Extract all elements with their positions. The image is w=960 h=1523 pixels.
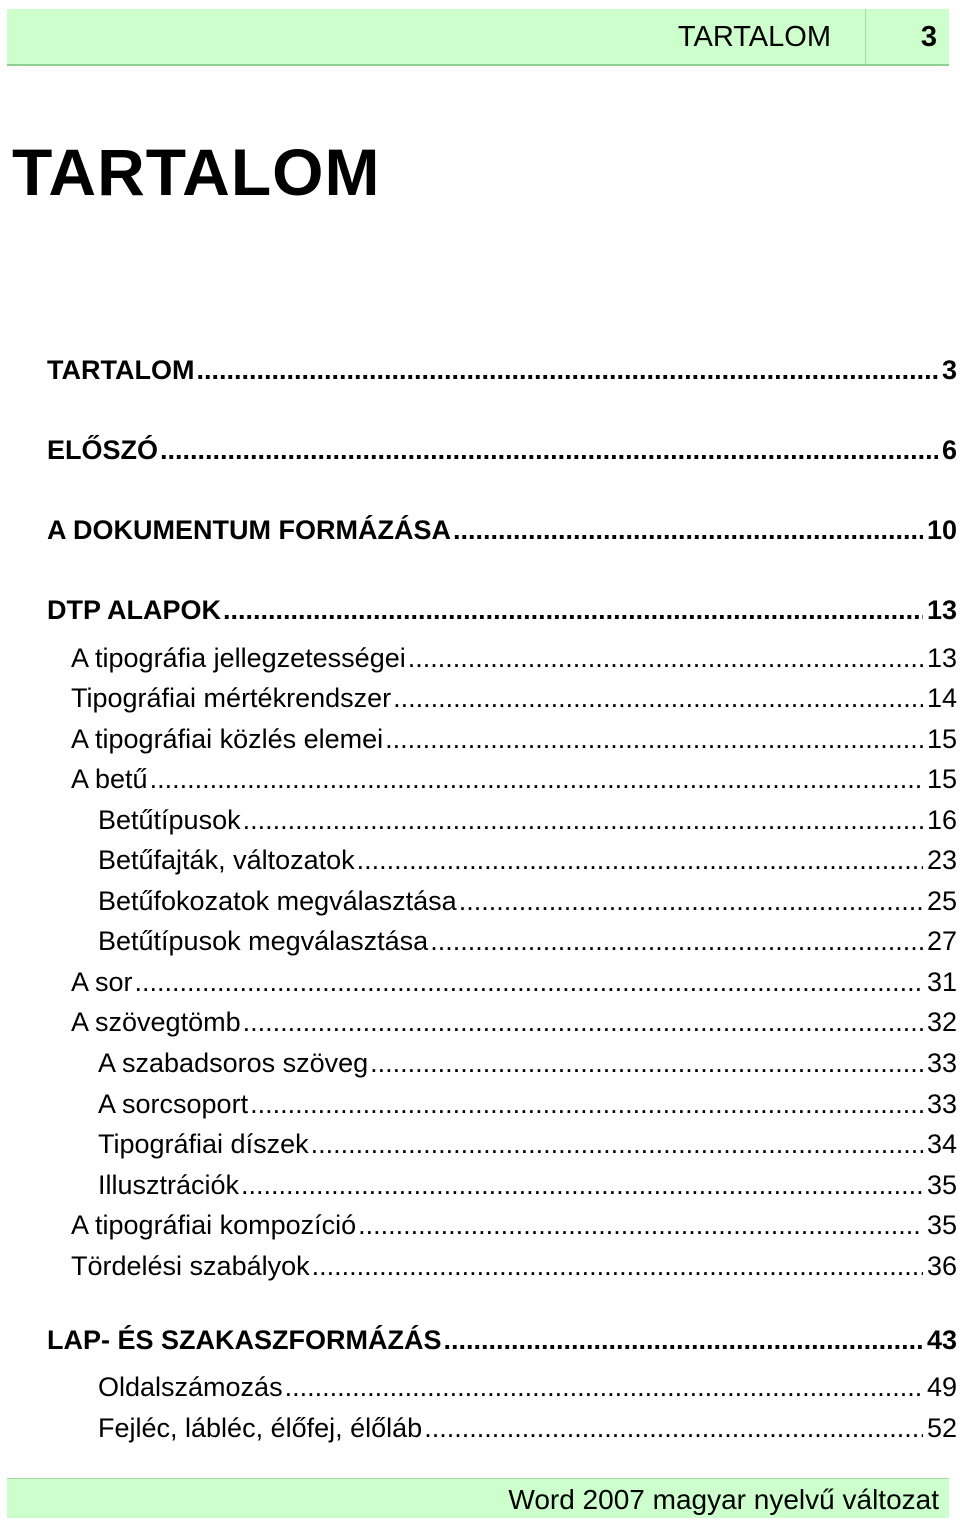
toc-dot-leader [250, 1085, 923, 1123]
toc-dot-leader [196, 350, 938, 390]
toc-entry[interactable] [47, 1320, 957, 1360]
toc-entry-page: 43 [926, 1325, 957, 1355]
toc-entry-page: 34 [926, 1129, 957, 1159]
toc-entry-title: Betűfajták, változatok [98, 845, 355, 875]
running-footer [7, 1478, 949, 1518]
toc-entry[interactable] [98, 882, 957, 920]
toc-dot-leader [160, 430, 938, 470]
toc-entry-title: A sorcsoport [98, 1089, 249, 1119]
toc-entry-title: Tördelési szabályok [71, 1251, 310, 1281]
toc-entry-title: A betű [71, 764, 148, 794]
toc-entry[interactable] [71, 639, 957, 677]
toc-entry[interactable] [47, 430, 957, 470]
toc-entry-page: 14 [926, 683, 957, 713]
toc-entry-page: 35 [926, 1210, 957, 1240]
toc-dot-leader [453, 510, 923, 550]
toc-entry-title: Oldalszámozás [98, 1372, 283, 1402]
toc-dot-leader [424, 1409, 923, 1447]
toc-entry-page: 36 [926, 1251, 957, 1281]
running-header [7, 9, 949, 66]
toc-entry[interactable] [71, 1247, 957, 1285]
toc-entry[interactable] [71, 679, 957, 717]
toc-entry[interactable] [98, 922, 957, 960]
toc-entry-title: TARTALOM [47, 355, 195, 385]
toc-entry-page: 32 [926, 1007, 957, 1037]
toc-entry[interactable] [71, 760, 957, 798]
toc-entry[interactable] [98, 801, 957, 839]
toc-entry-title: Betűfokozatok megválasztása [98, 886, 457, 916]
toc-entry[interactable] [98, 1125, 957, 1163]
toc-dot-leader [408, 639, 923, 677]
toc-entry[interactable] [71, 963, 957, 1001]
toc-entry-title: Tipográfiai mértékrendszer [71, 683, 392, 713]
toc-entry-page: 23 [926, 845, 957, 875]
toc-dot-leader [285, 1368, 923, 1406]
toc-entry[interactable] [98, 1368, 957, 1406]
toc-dot-leader [150, 760, 923, 798]
toc-dot-leader [311, 1125, 923, 1163]
toc-dot-leader [370, 1044, 923, 1082]
toc-entry-page: 27 [926, 926, 957, 956]
header-page-number: 3 [920, 21, 937, 53]
toc-entry[interactable] [71, 1003, 957, 1041]
toc-dot-leader [358, 1206, 923, 1244]
toc-entry-page: 31 [926, 967, 957, 997]
header-divider [865, 9, 866, 64]
toc-entry-page: 35 [926, 1170, 957, 1200]
toc-entry[interactable] [71, 720, 957, 758]
toc-entry[interactable] [98, 1166, 957, 1204]
footer-text: Word 2007 magyar nyelvű változat [508, 1484, 939, 1515]
toc-dot-leader [243, 801, 923, 839]
toc-entry-page: 13 [926, 595, 957, 625]
toc-entry-title: A tipográfiai kompozíció [71, 1210, 357, 1240]
toc-dot-leader [385, 720, 923, 758]
toc-entry[interactable] [98, 841, 957, 879]
toc-entry-page: 25 [926, 886, 957, 916]
toc-entry[interactable] [71, 1206, 957, 1244]
page-title: TARTALOM [12, 135, 381, 209]
toc-entry[interactable] [47, 590, 957, 630]
toc-entry-title: A DOKUMENTUM FORMÁZÁSA [47, 515, 451, 545]
toc-entry-title: DTP ALAPOK [47, 595, 222, 625]
toc-entry[interactable] [98, 1085, 957, 1123]
toc-dot-leader [459, 882, 923, 920]
toc-dot-leader [444, 1320, 923, 1360]
toc-entry-title: A sor [71, 967, 133, 997]
toc-entry-title: ELŐSZÓ [47, 435, 159, 465]
toc-entry-title: Tipográfiai díszek [98, 1129, 309, 1159]
toc-entry-title: Betűtípusok megválasztása [98, 926, 429, 956]
toc-entry-page: 16 [926, 805, 957, 835]
toc-entry-page: 33 [926, 1048, 957, 1078]
toc-dot-leader [243, 1003, 923, 1041]
toc-dot-leader [135, 963, 923, 1001]
toc-dot-leader [312, 1247, 923, 1285]
toc-entry[interactable] [98, 1044, 957, 1082]
toc-entry[interactable] [47, 510, 957, 550]
toc-entry-page: 6 [941, 435, 957, 465]
header-title: TARTALOM [677, 21, 831, 53]
toc-entry[interactable] [47, 350, 957, 390]
toc-entry-title: A tipográfiai közlés elemei [71, 724, 384, 754]
toc-entry-title: A szabadsoros szöveg [98, 1048, 369, 1078]
toc-entry-page: 10 [926, 515, 957, 545]
toc-dot-leader [223, 590, 923, 630]
toc-entry-page: 13 [926, 643, 957, 673]
toc-entry-page: 52 [926, 1413, 957, 1443]
toc-entry-page: 15 [926, 724, 957, 754]
toc-dot-leader [393, 679, 923, 717]
toc-entry-title: Illusztrációk [98, 1170, 240, 1200]
toc-entry-page: 49 [926, 1372, 957, 1402]
toc-entry-title: Betűtípusok [98, 805, 241, 835]
toc-dot-leader [357, 841, 923, 879]
toc-entry-title: A tipográfia jellegzetességei [71, 643, 406, 673]
toc-entry-title: Fejléc, lábléc, élőfej, élőláb [98, 1413, 423, 1443]
toc-dot-leader [241, 1166, 923, 1204]
toc-entry-page: 33 [926, 1089, 957, 1119]
toc-entry-title: A szövegtömb [71, 1007, 241, 1037]
toc-entry-page: 15 [926, 764, 957, 794]
toc-dot-leader [430, 922, 923, 960]
toc-entry-page: 3 [941, 355, 957, 385]
toc-entry-title: LAP- ÉS SZAKASZFORMÁZÁS [47, 1325, 442, 1355]
toc-entry[interactable] [98, 1409, 957, 1447]
